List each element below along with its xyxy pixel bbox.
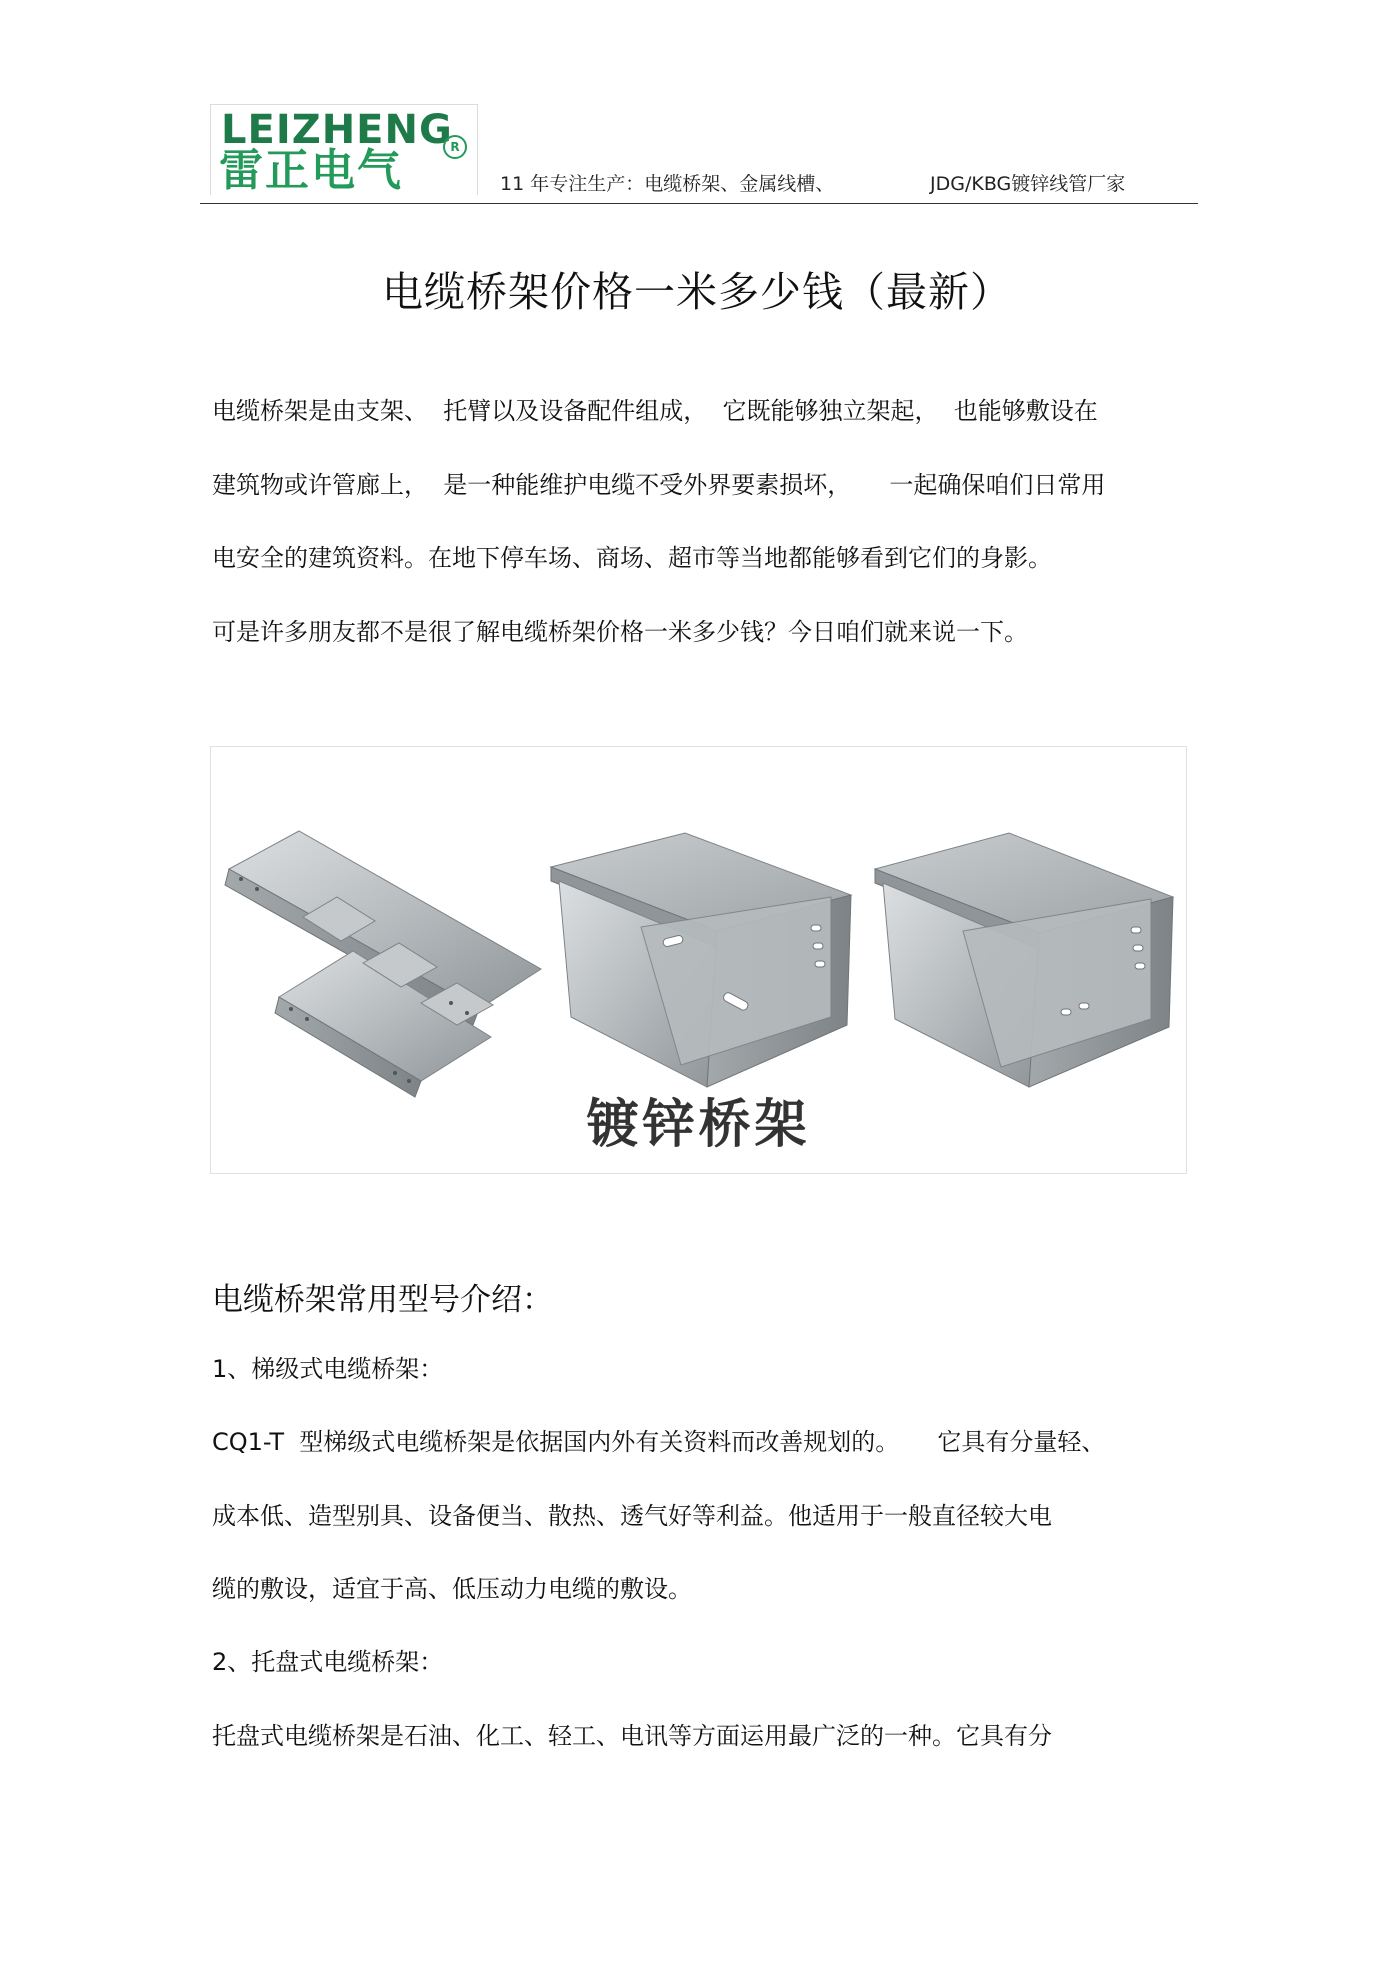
trough-tray-image [875, 833, 1173, 1087]
item-body-line: 托盘式电缆桥架是石油、化工、轻工、电讯等方面运用最广泛的一种。它具有分 [212, 1722, 1052, 1750]
trough-tray-image [551, 833, 851, 1087]
header-tagline-product: JDG/KBG镀锌线管厂家 [930, 173, 1126, 195]
ladder-tray-image [225, 831, 541, 1097]
item-body-line: 缆的敷设，适宜于高、低压动力电缆的敷设。 [212, 1575, 692, 1603]
item-title: 1、梯级式电缆桥架： [212, 1355, 444, 1383]
product-figure [210, 746, 1187, 1174]
section-heading: 电缆桥架常用型号介绍： [212, 1282, 553, 1318]
figure-caption: 镀锌桥架 [586, 1095, 811, 1155]
header-tagline: 11 年专注生产：电缆桥架、金属线槽、 [500, 173, 835, 195]
intro-line: 电安全的建筑资料。在地下停车场、商场、超市等当地都能够看到它们的身影。 [212, 544, 1052, 572]
company-logo [210, 104, 478, 195]
intro-line: 可是许多朋友都不是很了解电缆桥架价格一米多少钱？今日咱们就来说一下。 [212, 618, 1028, 646]
registered-mark-icon: R [443, 135, 467, 159]
item-body-line: CQ1-T 型梯级式电缆桥架是依据国内外有关资料而改善规划的。 它具有分量轻、 [212, 1428, 1106, 1456]
intro-line: 建筑物或许管廊上， 是一种能维护电缆不受外界要素损坏， 一起确保咱们日常用 [212, 471, 1106, 499]
logo-chinese-text: 雷正电气 [219, 145, 403, 196]
intro-line: 电缆桥架是由支架、 托臂以及设备配件组成， 它既能够独立架起， 也能够敷设在 [212, 397, 1098, 425]
item-title: 2、托盘式电缆桥架： [212, 1648, 444, 1676]
header-divider [200, 203, 1198, 204]
document-title: 电缆桥架价格一米多少钱（最新） [382, 268, 1012, 316]
item-body-line: 成本低、造型别具、设备便当、散热、透气好等利益。他适用于一般直径较大电 [212, 1502, 1052, 1530]
logo-english-text: LEIZHENG [221, 107, 453, 153]
